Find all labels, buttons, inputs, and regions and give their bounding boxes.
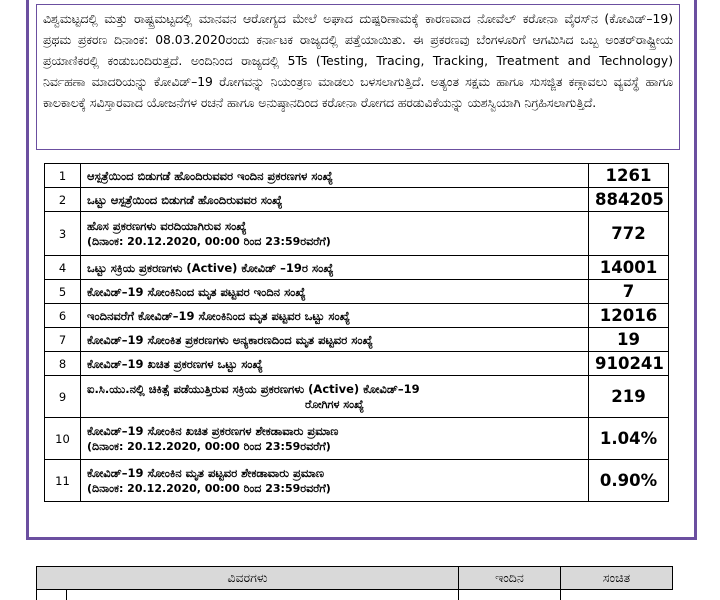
row-number: 7 — [45, 328, 81, 352]
table-row — [45, 304, 669, 328]
row-description — [81, 376, 589, 418]
row-label: ಕೋವಿಡ್–19 ಸೋಂಕಿನ ಖಚಿತ ಪ್ರಕರಣಗಳ ಶೇಕಡಾವಾರು ಪ್ರಮಾಣ — [87, 423, 339, 438]
table-row — [45, 256, 669, 280]
row-number: 2 — [45, 188, 81, 212]
row-number: 6 — [45, 304, 81, 328]
row-label: ಐ.ಸಿ.ಯು.ನಲ್ಲಿ ಚಿಕಿತ್ಸೆ ಪಡೆಯುತ್ತಿರುವ ಸಕ್ರಿಯ ಪ್ರಕರಣಗಳು (Active) ಕೋವಿಡ್–19 — [87, 381, 420, 396]
row-description — [81, 256, 589, 280]
header-details: ವಿವರಗಳು — [37, 567, 459, 590]
page-border-left — [26, 0, 29, 540]
row-number: 9 — [45, 376, 81, 418]
row-label: ಇಂದಿನವರೆಗೆ ಕೋವಿಡ್–19 ಸೋಂಕಿನಿಂದ ಮೃತ ಪಟ್ಟವರ ಒಟ್ಟು ಸಂಖ್ಯೆ — [87, 308, 351, 323]
row-number: 3 — [45, 212, 81, 256]
row-value: 772 — [589, 212, 669, 256]
row-value: 219 — [589, 376, 669, 418]
row-description — [81, 280, 589, 304]
row-value: 910241 — [589, 352, 669, 376]
row-description — [81, 164, 589, 188]
row-label: ಆಸ್ಪತ್ರೆಯಿಂದ ಬಿಡುಗಡೆ ಹೊಂದಿರುವವರ ಇಂದಿನ ಪ್ರಕರಣಗಳ ಸಂಖ್ಯೆ — [87, 168, 333, 183]
details-table-header — [36, 566, 673, 590]
row-number: 8 — [45, 352, 81, 376]
row-value: 7 — [589, 280, 669, 304]
row-value: 0.90% — [589, 460, 669, 502]
row-number: 11 — [45, 460, 81, 502]
header-cumulative: ಸಂಚಿತ — [561, 567, 673, 590]
row-label: ಹೊಸ ಪ್ರಕರಣಗಳು ವರದಿಯಾಗಿರುವ ಸಂಖ್ಯೆ — [87, 218, 247, 233]
table-row — [45, 164, 669, 188]
table-row — [45, 376, 669, 418]
row-description — [81, 328, 589, 352]
row-sublabel: ರೋಗಿಗಳ ಸಂಖ್ಯೆ — [305, 397, 364, 411]
row-sublabel: (ದಿನಾಂಕ: 20.12.2020, 00:00 ರಿಂದ 23:59ರವರೆಗೆ) — [87, 234, 331, 248]
cut-cell — [561, 590, 673, 600]
row-number: 5 — [45, 280, 81, 304]
row-value: 1261 — [589, 164, 669, 188]
row-value: 19 — [589, 328, 669, 352]
cut-cell — [67, 590, 459, 600]
row-description — [81, 304, 589, 328]
row-label: ಒಟ್ಟು ಸಕ್ರಿಯ ಪ್ರಕರಣಗಳು (Active) ಕೋವಿಡ್ –19ರ ಸಂಖ್ಯೆ — [87, 260, 334, 275]
row-description — [81, 460, 589, 502]
table-row — [45, 328, 669, 352]
row-sublabel: (ದಿನಾಂಕ: 20.12.2020, 00:00 ರಿಂದ 23:59ರವರೆಗೆ) — [87, 439, 331, 453]
row-description — [81, 188, 589, 212]
table-row — [45, 352, 669, 376]
page-border-bottom — [26, 537, 697, 540]
row-label: ಒಟ್ಟು ಆಸ್ಪತ್ರೆಯಿಂದ ಬಿಡುಗಡೆ ಹೊಂದಿರುವವರ ಸಂಖ್ಯೆ — [87, 192, 283, 207]
row-value: 884205 — [589, 188, 669, 212]
table-row — [45, 212, 669, 256]
row-description — [81, 212, 589, 256]
intro-paragraph: ವಿಶ್ವಮಟ್ಟದಲ್ಲಿ ಮತ್ತು ರಾಷ್ಟ್ರಮಟ್ಟದಲ್ಲಿ ಮಾನವನ ಆರೋಗ್ಯದ ಮೇಲೆ ಅಘಾದ ದುಷ್ಪರಿಣಾಮಕ್ಕೆ ಕಾರಣವಾದ ನೋವೆಲ್ ಕರೋನಾ ವೈರಸ್‌ನ (ಕೋವಿಡ್–19) ಪ್ರಥಮ ಪ್ರಕರಣ ದಿನಾಂಕ: 08.03.2020ರಂದು ಕರ್ನಾಟಕ ರಾಜ್ಯದಲ್ಲಿ ಪತ್ತೆಯಾಯಿತು. ಈ ಪ್ರಕರಣವು ಬೆಂಗಳೂರಿಗೆ ಆಗಮಿಸಿದ ಒಬ್ಬ ಅಂತರ್‌ರಾಷ್ಟ್ರೀಯ ಪ್ರಯಾಣಿಕರಲ್ಲಿ ಕಂಡುಬಂದಿರುತ್ತದೆ. ಅಂದಿನಿಂದ ರಾಜ್ಯದಲ್ಲಿ 5Ts (Testing, Tracing, Tracking, Treatment and Technology) ನಿರ್ವಹಣಾ ಮಾದರಿಯನ್ನು ಕೋವಿಡ್–19 ರೋಗವನ್ನು ನಿಯಂತ್ರಣ ಮಾಡಲು ಬಳಸಲಾಗುತ್ತಿದೆ. ಅತ್ಯಂತ ಸಕ್ಷಮ ಹಾಗೂ ಸುಸಜ್ಜಿತ ಕಣ್ಗಾವಲು ವ್ಯವಸ್ಥೆ ಹಾಗೂ ಕಾಲಕಾಲಕ್ಕೆ ಸವಿಸ್ತಾರವಾದ ಯೋಜನೆಗಳ ರಚನೆ ಹಾಗೂ ಅನುಷ್ಠಾನದಿಂದ ಕರೋನಾ ರೋಗದ ಹರಡುವಿಕೆಯನ್ನು ಯಶಸ್ವಿಯಾಗಿ ನಿಗ್ರಹಿಸಲಾಗುತ್ತಿದೆ. — [43, 12, 673, 110]
cut-cell — [459, 590, 561, 600]
page-border-right — [694, 0, 697, 540]
table-row — [45, 188, 669, 212]
header-today: ಇಂದಿನ — [459, 567, 561, 590]
row-label: ಕೋವಿಡ್–19 ಸೋಂಕಿನ ಮೃತ ಪಟ್ಟವರ ಶೇಕಡಾವಾರು ಪ್ರಮಾಣ — [87, 465, 325, 480]
cut-cell — [37, 590, 67, 600]
row-number: 1 — [45, 164, 81, 188]
row-number: 4 — [45, 256, 81, 280]
covid-stats-table — [44, 163, 669, 502]
table-row — [45, 280, 669, 304]
row-sublabel: (ದಿನಾಂಕ: 20.12.2020, 00:00 ರಿಂದ 23:59ರವರೆಗೆ) — [87, 481, 331, 495]
table-row — [45, 460, 669, 502]
intro-paragraph-box — [36, 4, 680, 150]
row-label: ಕೋವಿಡ್–19 ಸೋಂಕಿತ ಪ್ರಕರಣಗಳು ಅನ್ಯಕಾರಣದಿಂದ ಮೃತ ಪಟ್ಟವರ ಸಂಖ್ಯೆ — [87, 332, 373, 347]
table-row — [37, 590, 673, 600]
row-value: 1.04% — [589, 418, 669, 460]
row-label: ಕೋವಿಡ್–19 ಖಚಿತ ಪ್ರಕರಣಗಳ ಒಟ್ಟು ಸಂಖ್ಯೆ — [87, 356, 263, 371]
row-description — [81, 352, 589, 376]
row-label: ಕೋವಿಡ್–19 ಸೋಂಕಿನಿಂದ ಮೃತ ಪಟ್ಟವರ ಇಂದಿನ ಸಂಖ್ಯೆ — [87, 284, 306, 299]
details-table-first-row-cut — [36, 589, 672, 600]
table-row — [45, 418, 669, 460]
row-value: 12016 — [589, 304, 669, 328]
row-number: 10 — [45, 418, 81, 460]
table-header-row — [37, 567, 673, 590]
row-description — [81, 418, 589, 460]
row-value: 14001 — [589, 256, 669, 280]
